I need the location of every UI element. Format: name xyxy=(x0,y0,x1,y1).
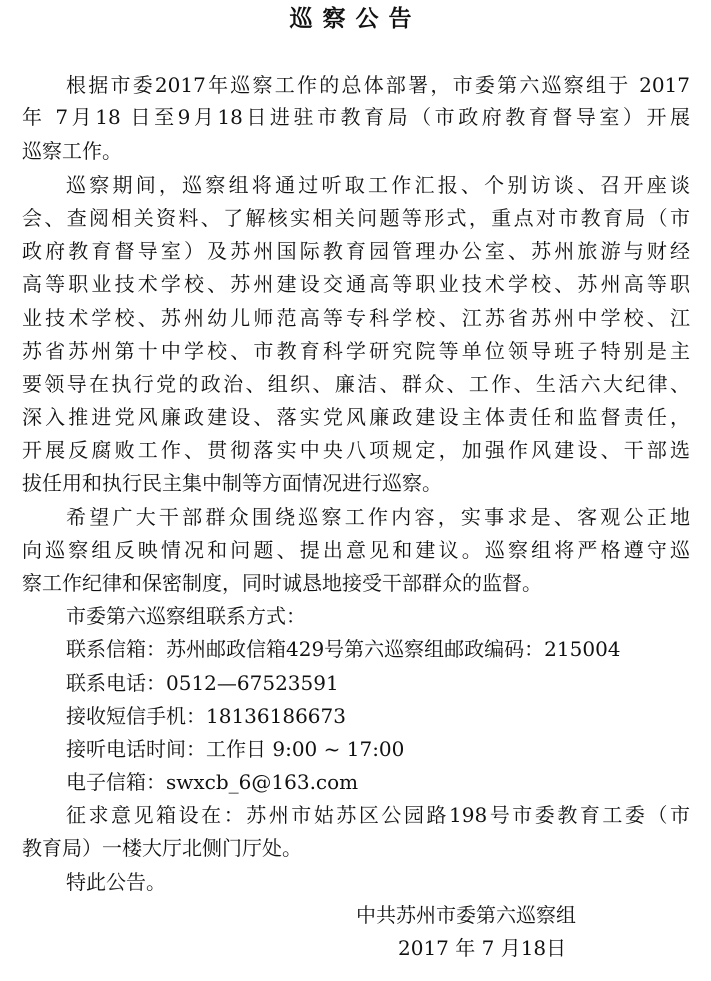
paragraph-2-line-7: 要领导在执行党的政治、组织、廉洁、群众、工作、生活六大纪律、 xyxy=(22,372,690,396)
suggestion-box-line-2: 教育局）一楼大厅北侧门厅处。 xyxy=(22,836,302,860)
paragraph-2-line-6: 苏省苏州第十中学校、市教育科学研究院等单位领导班子特别是主 xyxy=(22,339,690,363)
paragraph-2-line-1: 巡察期间，巡察组将通过听取工作汇报、个别访谈、召开座谈 xyxy=(66,173,690,197)
suggestion-box-line-1: 征求意见箱设在：苏州市姑苏区公园路198号市委教育工委（市 xyxy=(66,803,690,827)
paragraph-1-line-2: 年 7月18 日至9月18日进驻市教育局（市政府教育督导室）开展 xyxy=(22,105,690,129)
paragraph-3-line-2: 向巡察组反映情况和问题、提出意见和建议。巡察组将严格遵守巡 xyxy=(22,538,690,562)
paragraph-2-line-2: 会、查阅相关资料、了解核实相关问题等形式，重点对市教育局（市 xyxy=(22,206,690,230)
paragraph-1-line-3: 巡察工作。 xyxy=(22,139,122,163)
paragraph-2-line-10: 拔任用和执行民主集中制等方面情况进行巡察。 xyxy=(22,471,442,495)
signature-date: 2017 年 7 月18日 xyxy=(398,936,567,960)
paragraph-2-line-3: 政府教育督导室）及苏州国际教育园管理办公室、苏州旅游与财经 xyxy=(22,239,690,263)
contact-email: 电子信箱：swxcb_6@163.com xyxy=(66,770,359,794)
closing-text: 特此公告。 xyxy=(66,870,166,894)
document-title: 巡察公告 xyxy=(289,5,422,32)
paragraph-3-line-3: 察工作纪律和保密制度，同时诚恳地接受干部群众的监督。 xyxy=(22,571,542,595)
contact-heading: 市委第六巡察组联系方式： xyxy=(66,604,306,628)
contact-hours: 接听电话时间：工作日 9:00 ~ 17:00 xyxy=(66,737,405,761)
contact-sms: 接收短信手机：18136186673 xyxy=(66,704,346,728)
paragraph-2-line-4: 高等职业技术学校、苏州建设交通高等职业技术学校、苏州高等职 xyxy=(22,272,690,296)
contact-mailbox: 联系信箱：苏州邮政信箱429号第六巡察组邮政编码：215004 xyxy=(66,637,621,661)
contact-phone: 联系电话：0512—67523591 xyxy=(66,671,339,695)
paragraph-3-line-1: 希望广大干部群众围绕巡察工作内容，实事求是、客观公正地 xyxy=(66,505,690,529)
paragraph-1-line-1: 根据市委2017年巡察工作的总体部署，市委第六巡察组于 2017 xyxy=(66,73,690,97)
paragraph-2-line-8: 深入推进党风廉政建设、落实党风廉政建设主体责任和监督责任， xyxy=(22,405,690,429)
paragraph-2-line-5: 业技术学校、苏州幼儿师范高等专科学校、江苏省苏州中学校、江 xyxy=(22,306,690,330)
signature-organization: 中共苏州市委第六巡察组 xyxy=(356,903,576,927)
paragraph-2-line-9: 开展反腐败工作、贯彻落实中央八项规定，加强作风建设、干部选 xyxy=(22,438,690,462)
